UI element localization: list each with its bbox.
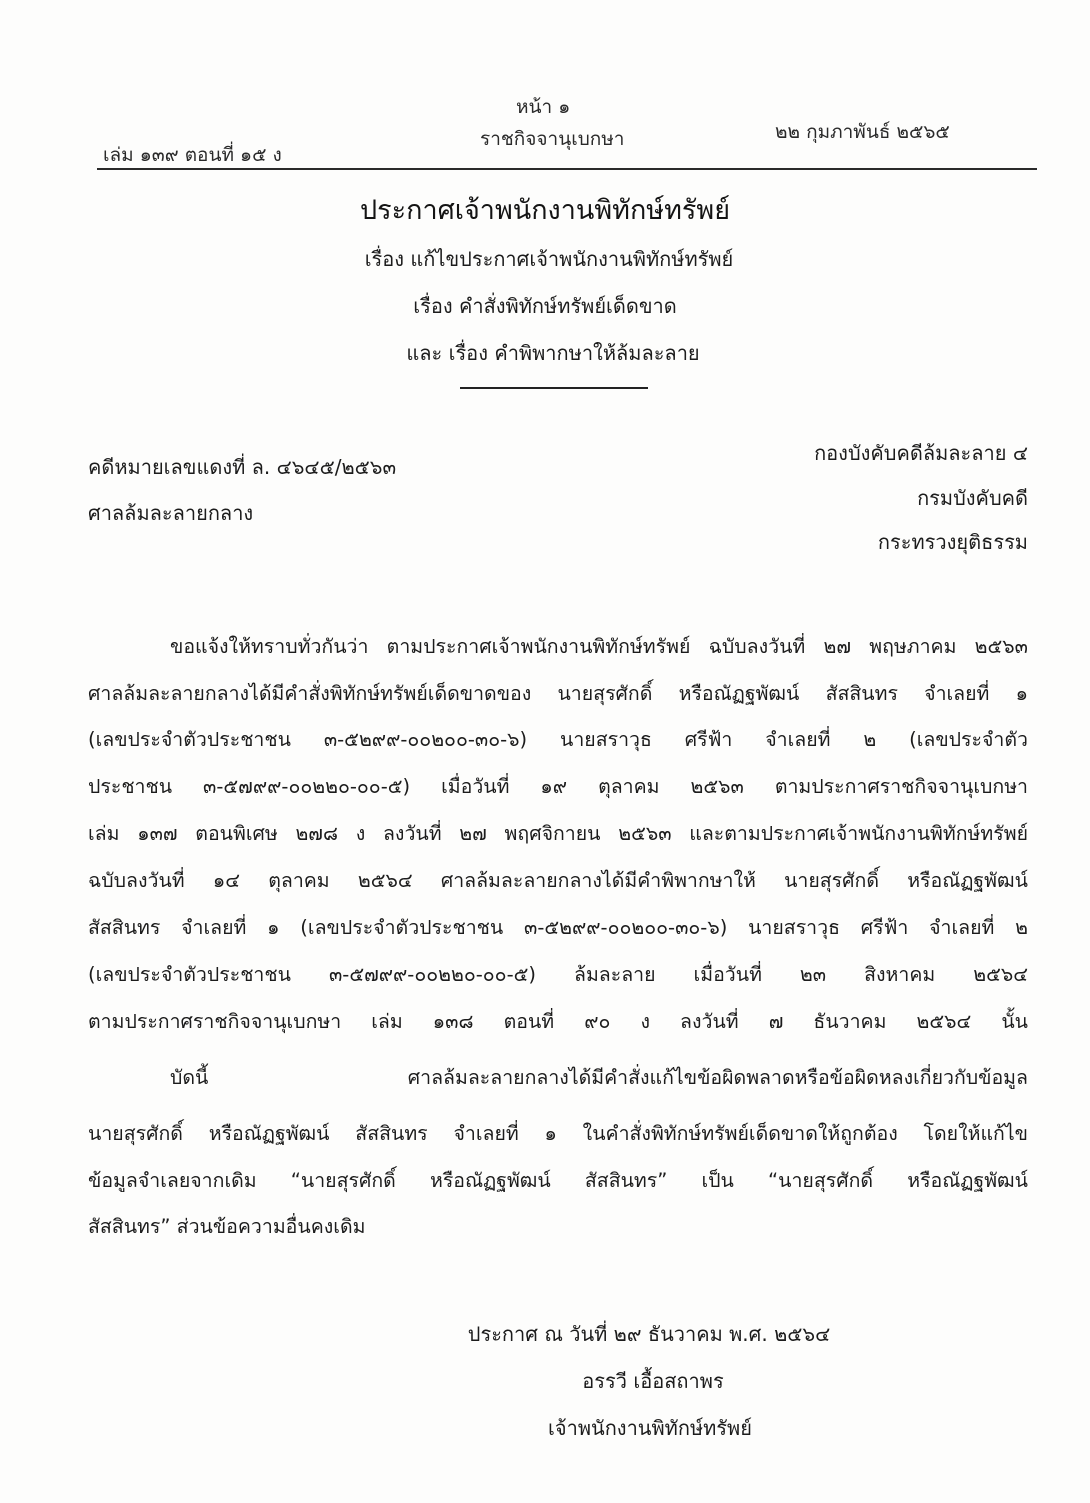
office-division: กองบังคับคดีล้มละลาย ๔: [814, 441, 1028, 465]
signatory-position: เจ้าพนักงานพิทักษ์ทรัพย์: [548, 1416, 752, 1440]
office-department: กรมบังคับคดี: [917, 486, 1028, 510]
announcement-title: ประกาศเจ้าพนักงานพิทักษ์ทรัพย์: [359, 195, 731, 226]
paragraph-2-line-1: บัดนี้ ศาลล้มละลายกลางได้มีคำสั่งแก้ไขข้อผิดพลาดหรือข้อผิดหลงเกี่ยวกับข้อมูล: [170, 1066, 1028, 1089]
paragraph-1-line-2: ศาลล้มละลายกลางได้มีคำสั่งพิทักษ์ทรัพย์เด็ดขาดของ นายสุรศักดิ์ หรือณัฏฐพัฒน์ สัสสินทร จำเลยที่ ๑: [88, 682, 1028, 705]
paragraph-1-line-6: ฉบับลงวันที่ ๑๔ ตุลาคม ๒๕๖๔ ศาลล้มละลายกลางได้มีคำพิพากษาให้ นายสุรศักดิ์ หรือณัฏฐพัฒน์: [88, 869, 1028, 892]
paragraph-2-line-3: ข้อมูลจำเลยจากเดิม “นายสุรศักดิ์ หรือณัฏฐพัฒน์ สัสสินทร” เป็น “นายสุรศักดิ์ หรือณัฏฐพัฒน์: [88, 1169, 1028, 1192]
office-ministry: กระทรวงยุติธรรม: [877, 530, 1028, 554]
subject-line-3: และ เรื่อง คำพิพากษาให้ล้มละลาย: [406, 341, 700, 365]
paragraph-2-line-2: นายสุรศักดิ์ หรือณัฏฐพัฒน์ สัสสินทร จำเลยที่ ๑ ในคำสั่งพิทักษ์ทรัพย์เด็ดขาดให้ถูกต้อง โดยให้แก้ไข: [88, 1122, 1028, 1145]
header-volume: เล่ม ๑๓๙ ตอนที่ ๑๕ ง: [103, 144, 282, 166]
paragraph-2-line-4: สัสสินทร” ส่วนข้อความอื่นคงเดิม: [88, 1215, 366, 1238]
paragraph-1-line-1: ขอแจ้งให้ทราบทั่วกันว่า ตามประกาศเจ้าพนักงานพิทักษ์ทรัพย์ ฉบับลงวันที่ ๒๗ พฤษภาคม ๒๕๖๓: [170, 635, 1028, 658]
header-date: ๒๒ กุมภาพันธ์ ๒๕๖๕: [775, 121, 950, 143]
paragraph-1-line-3: (เลขประจำตัวประชาชน ๓-๕๒๙๙-๐๐๒๐๐-๓๐-๖) นายสราวุธ ศรีฟ้า จำเลยที่ ๒ (เลขประจำตัว: [88, 728, 1028, 751]
title-divider: [460, 387, 648, 389]
paragraph-1-line-4: ประชาชน ๓-๕๗๙๙-๐๐๒๒๐-๐๐-๕) เมื่อวันที่ ๑๙ ตุลาคม ๒๕๖๓ ตามประกาศราชกิจจานุเบกษา: [88, 775, 1028, 798]
paragraph-1-line-5: เล่ม ๑๓๗ ตอนพิเศษ ๒๗๘ ง ลงวันที่ ๒๗ พฤศจิกายน ๒๕๖๓ และตามประกาศเจ้าพนักงานพิทักษ์ทรัพย์: [88, 822, 1028, 845]
header-page-number: หน้า ๑: [516, 96, 571, 118]
header-gazette-name: ราชกิจจานุเบกษา: [480, 128, 625, 150]
case-number: คดีหมายเลขแดงที่ ล. ๔๖๔๕/๒๕๖๓: [88, 455, 397, 479]
paragraph-1-line-9: ตามประกาศราชกิจจานุเบกษา เล่ม ๑๓๘ ตอนที่ ๙๐ ง ลงวันที่ ๗ ธันวาคม ๒๕๖๔ นั้น: [88, 1010, 1028, 1033]
header-divider: [97, 168, 1037, 170]
signatory-name: อรรวี เอื้อสถาพร: [582, 1369, 724, 1393]
subject-line-2: เรื่อง คำสั่งพิทักษ์ทรัพย์เด็ดขาด: [413, 294, 677, 318]
paragraph-1-line-8: (เลขประจำตัวประชาชน ๓-๕๗๙๙-๐๐๒๒๐-๐๐-๕) ล้มละลาย เมื่อวันที่ ๒๓ สิงหาคม ๒๕๖๔: [88, 963, 1028, 986]
signature-date: ประกาศ ณ วันที่ ๒๙ ธันวาคม พ.ศ. ๒๕๖๔: [467, 1322, 831, 1346]
court-name: ศาลล้มละลายกลาง: [88, 501, 254, 525]
subject-line-1: เรื่อง แก้ไขประกาศเจ้าพนักงานพิทักษ์ทรัพย์: [364, 247, 734, 271]
paragraph-1-line-7: สัสสินทร จำเลยที่ ๑ (เลขประจำตัวประชาชน ๓-๕๒๙๙-๐๐๒๐๐-๓๐-๖) นายสราวุธ ศรีฟ้า จำเลยที่ ๒: [88, 916, 1028, 939]
